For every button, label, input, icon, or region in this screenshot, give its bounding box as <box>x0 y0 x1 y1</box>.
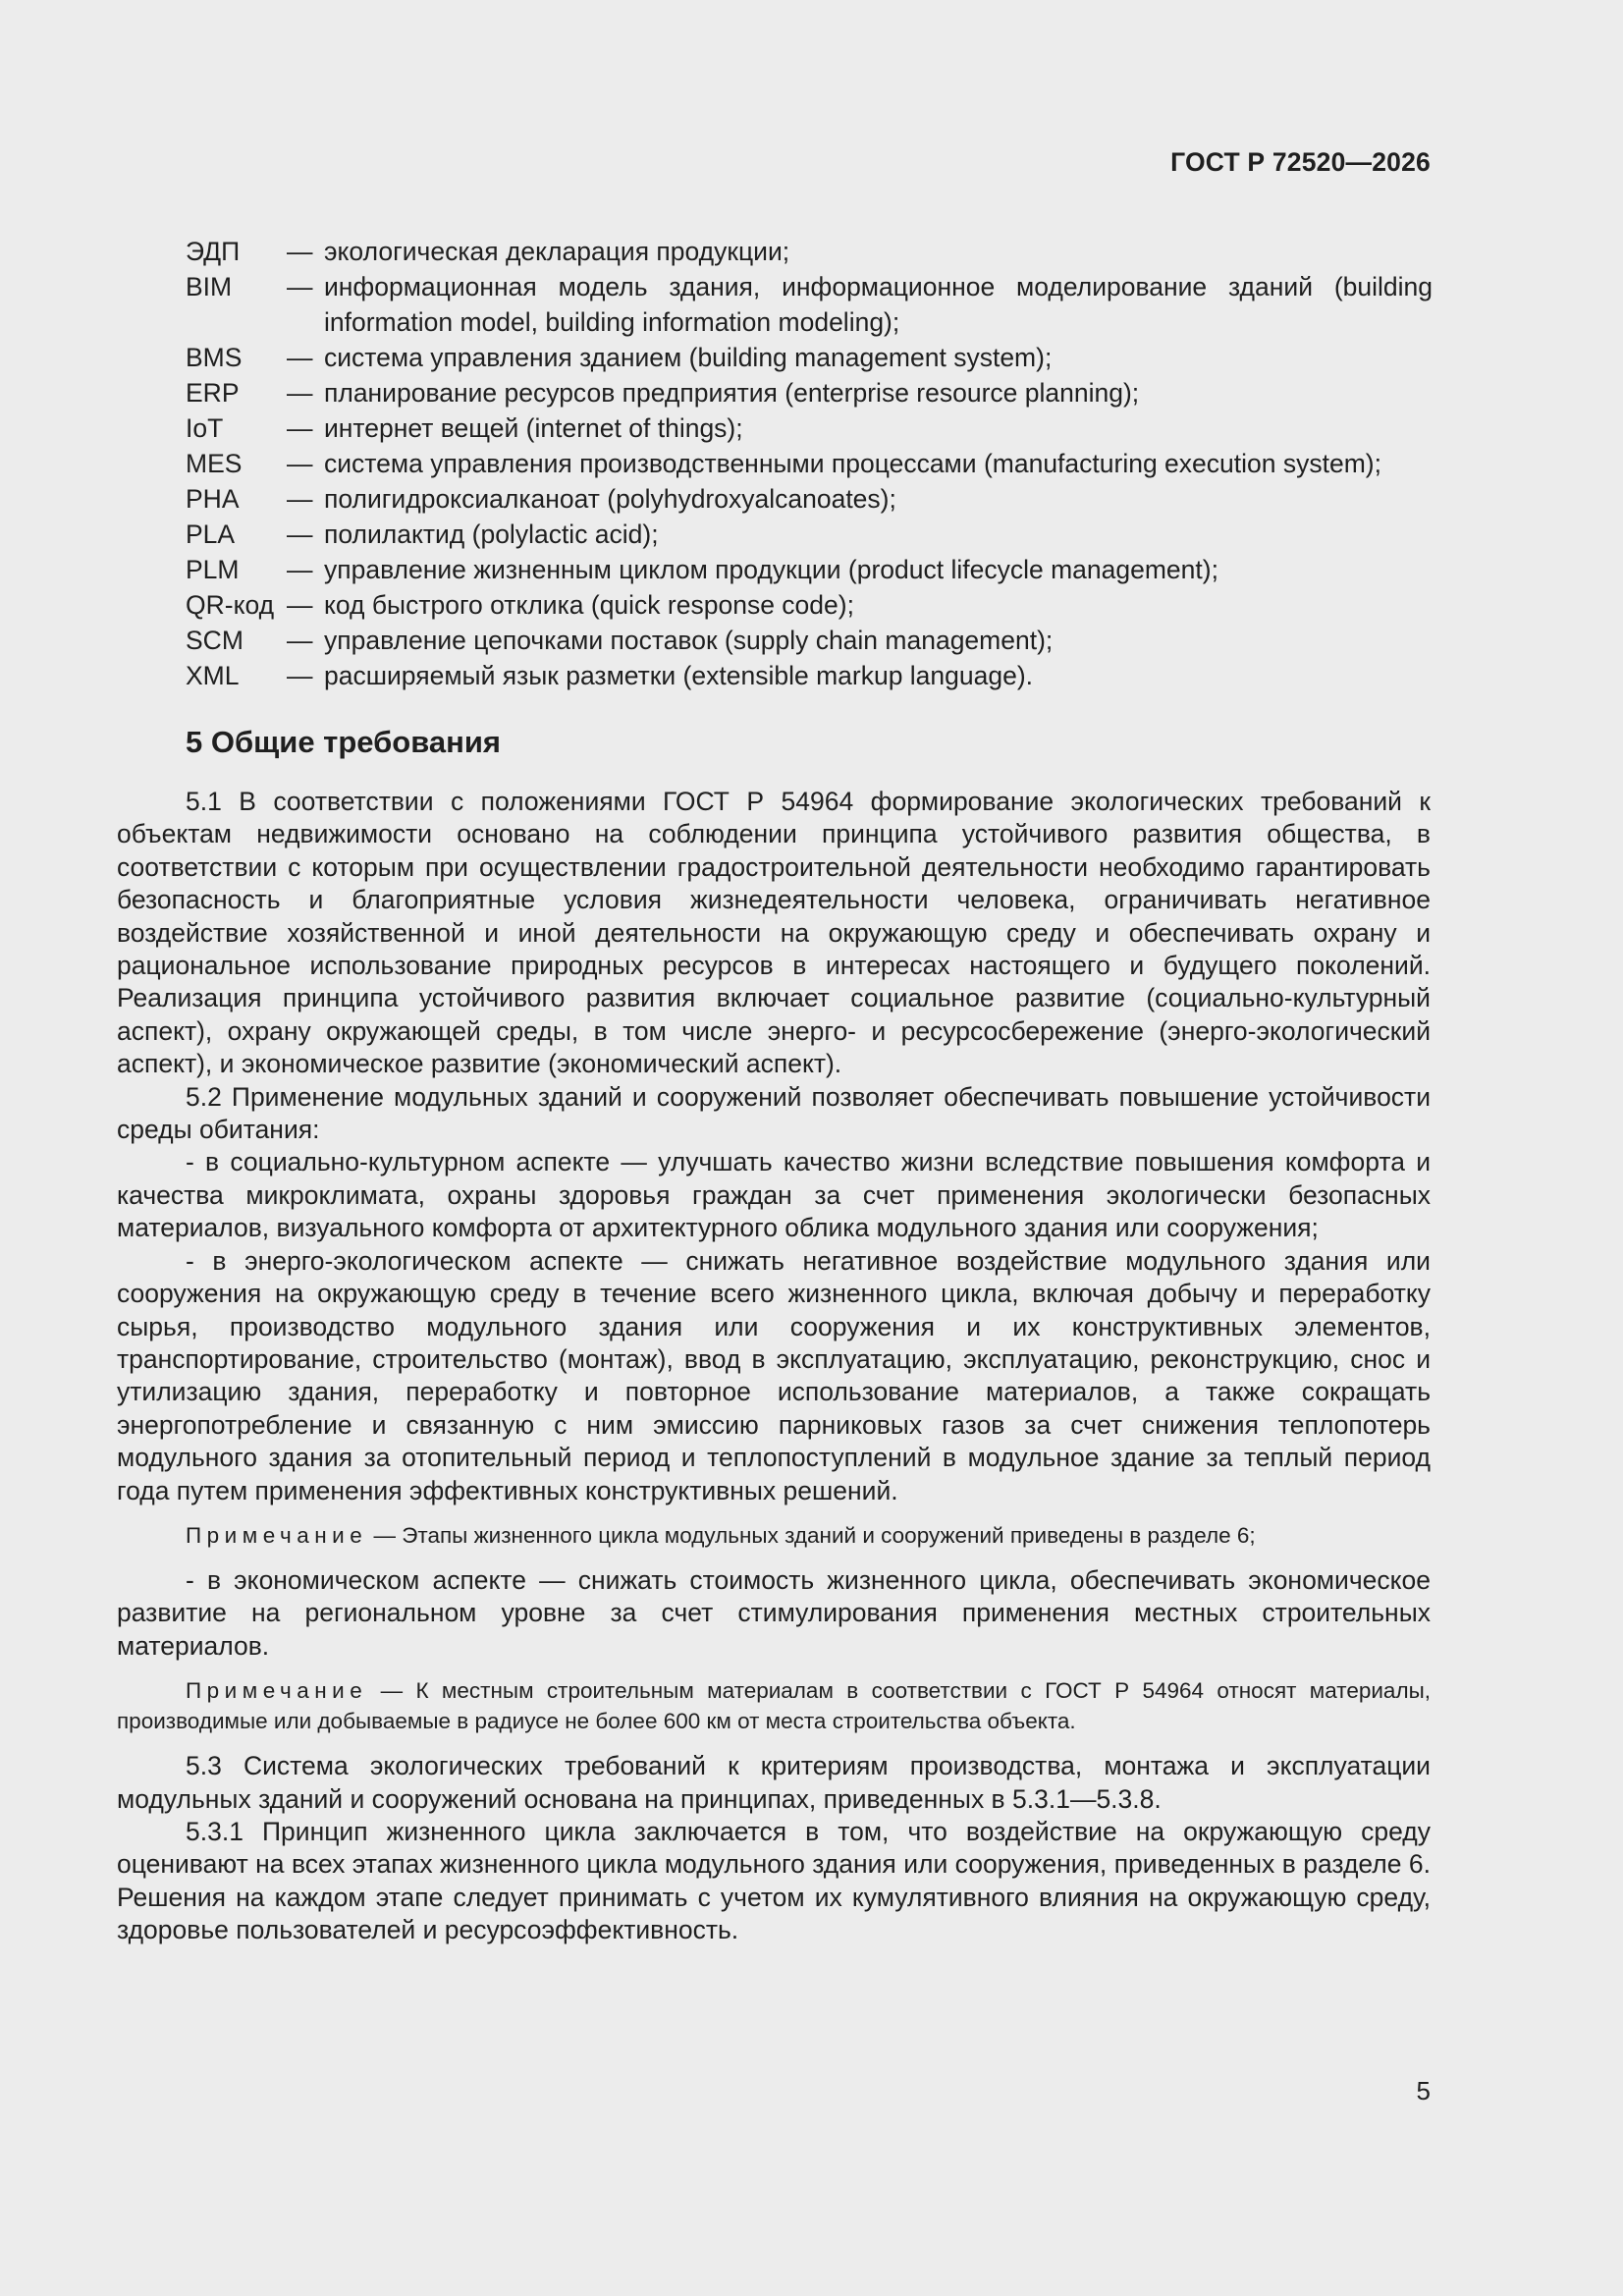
note-label: Примечание <box>186 1522 368 1548</box>
abbreviation-definition: код быстрого отклика (quick response code); <box>324 590 854 620</box>
note-label: Примечание <box>186 1678 368 1704</box>
document-code-header: ГОСТ Р 72520—2026 <box>1170 147 1431 177</box>
section-body <box>117 786 1431 1947</box>
abbreviation-row <box>186 517 1433 552</box>
list-item-energy-aspect: - в энерго-экологическом аспекте — снижать негативное воздействие модульного здания или сооружения на окружающую среду в течение всего жизненного цикла, включая добычу и переработку сырья, производство модульного здания или сооружения и их конструктивных элементов, транспортирование, строительство (монтаж), ввод в эксплуатацию, эксплуатацию, реконструкцию, снос и утилизацию здания, переработку и повторное использование материалов, а также сокращать энергопотребление и связанную с ним эмиссию парниковых газов за счет снижения теплопотерь модульного здания за отопительный период и теплопоступлений в модульное здание за теплый период года путем применения эффективных конструктивных решений. <box>117 1245 1431 1505</box>
abbreviation-dash: — <box>287 590 313 620</box>
note-text: — Этапы жизненного цикла модульных зданий и сооружений приведены в разделе 6; <box>367 1522 1256 1548</box>
note-local-materials <box>117 1675 1431 1736</box>
paragraph-5-3: 5.3 Система экологических требований к критериям производства, монтажа и эксплуатации модульных зданий и сооружений основана на принципах, приведенных в 5.3.1—5.3.8. <box>117 1751 1431 1814</box>
abbreviation-definition: полигидроксиалканоат (polyhydroxyalcanoates); <box>324 484 896 514</box>
abbreviation-term: MES <box>186 449 243 478</box>
abbreviation-definition: расширяемый язык разметки (extensible markup language). <box>324 661 1034 690</box>
abbreviations-list <box>186 234 1433 693</box>
abbreviation-term: XML <box>186 661 240 690</box>
abbreviation-row <box>186 410 1433 446</box>
list-item-economic-aspect: - в экономическом аспекте — снижать стоимость жизненного цикла, обеспечивать экономическое развитие на региональном уровне за счет стимулирования применения местных строительных материалов. <box>117 1564 1431 1661</box>
abbreviation-row <box>186 623 1433 658</box>
note-life-cycle <box>117 1520 1431 1551</box>
abbreviation-dash: — <box>287 272 313 301</box>
abbreviation-term: PLA <box>186 519 236 549</box>
abbreviation-dash: — <box>287 519 313 549</box>
abbreviation-term: ЭДП <box>186 237 241 266</box>
abbreviation-row <box>186 340 1433 375</box>
paragraph-5-2: 5.2 Применение модульных зданий и сооружений позволяет обеспечивать повышение устойчивости среды обитания: <box>117 1081 1431 1145</box>
abbreviation-definition: планирование ресурсов предприятия (enterprise resource planning); <box>324 378 1140 408</box>
abbreviation-definition: управление цепочками поставок (supply chain management); <box>324 626 1054 655</box>
abbreviation-dash: — <box>287 413 313 443</box>
abbreviation-row <box>186 658 1433 693</box>
abbreviation-term: BIM <box>186 272 233 301</box>
note-text: — К местным строительным материалам в соответствии с ГОСТ Р 54964 относят материалы, производимые или добываемые в радиусе не более 600 км от места строительства объекта. <box>117 1678 1431 1734</box>
abbreviation-dash: — <box>287 661 313 690</box>
abbreviation-row <box>186 481 1433 517</box>
abbreviation-term: QR-код <box>186 590 275 620</box>
abbreviation-term: BMS <box>186 343 243 372</box>
abbreviation-term: PLM <box>186 555 240 584</box>
abbreviation-dash: — <box>287 343 313 372</box>
section-title: 5 Общие требования <box>186 725 501 759</box>
abbreviation-term: IoT <box>186 413 224 443</box>
abbreviation-row <box>186 587 1433 623</box>
abbreviation-definition: полилактид (polylactic acid); <box>324 519 659 549</box>
abbreviation-definition: информационная модель здания, информационное моделирование зданий (building information model, building information modeling); <box>324 272 1433 337</box>
abbreviation-definition: система управления производственными процессами (manufacturing execution system); <box>324 449 1381 478</box>
abbreviation-definition: система управления зданием (building management system); <box>324 343 1053 372</box>
abbreviation-dash: — <box>287 555 313 584</box>
abbreviation-row <box>186 234 1433 269</box>
abbreviation-row <box>186 446 1433 481</box>
abbreviation-dash: — <box>287 237 313 266</box>
paragraph-5-3-1: 5.3.1 Принцип жизненного цикла заключается в том, что воздействие на окружающую среду оценивают на всех этапах жизненного цикла модульного здания или сооружения, приведенных в разделе 6. Решения на каждом этапе следует принимать с учетом их кумулятивного влияния на окружающую среду, здоровье пользователей и ресурсоэффективность. <box>117 1816 1431 1945</box>
abbreviation-term: ERP <box>186 378 240 408</box>
abbreviation-term: SCM <box>186 626 243 655</box>
abbreviation-term: PHA <box>186 484 240 514</box>
abbreviation-dash: — <box>287 626 313 655</box>
abbreviation-definition: экологическая декларация продукции; <box>324 237 790 266</box>
abbreviation-dash: — <box>287 378 313 408</box>
abbreviation-definition: интернет вещей (internet of things); <box>324 413 743 443</box>
page-number: 5 <box>1416 2076 1431 2105</box>
abbreviation-dash: — <box>287 484 313 514</box>
paragraph-5-1: 5.1 В соответствии с положениями ГОСТ Р 54964 формирование экологических требований к объектам недвижимости основано на соблюдении принципа устойчивого развития общества, в соответствии с которым при осуществлении градостроительной деятельности необходимо гарантировать безопасность и благоприятные условия жизнедеятельности человека, ограничивать негативное воздействие хозяйственной и иной деятельности на окружающую среду и обеспечивать охрану и рациональное использование природных ресурсов в интересах настоящего и будущего поколений. Реализация принципа устойчивого развития включает социальное развитие (социально-культурный аспект), охрану окружающей среды, в том числе энерго- и ресурсосбережение (энерго-экологический аспект), и экономическое развитие (экономический аспект). <box>117 787 1431 1079</box>
list-item-social-aspect: - в социально-культурном аспекте — улучшать качество жизни вследствие повышения комфорта и качества микроклимата, охраны здоровья граждан за счет применения экологически безопасных материалов, визуального комфорта от архитектурного облика модульного здания или сооружения; <box>117 1147 1431 1243</box>
abbreviation-row <box>186 552 1433 587</box>
abbreviation-definition: управление жизненным циклом продукции (product lifecycle management); <box>324 555 1218 584</box>
abbreviation-row <box>186 375 1433 410</box>
abbreviation-dash: — <box>287 449 313 478</box>
abbreviation-row <box>186 269 1433 340</box>
